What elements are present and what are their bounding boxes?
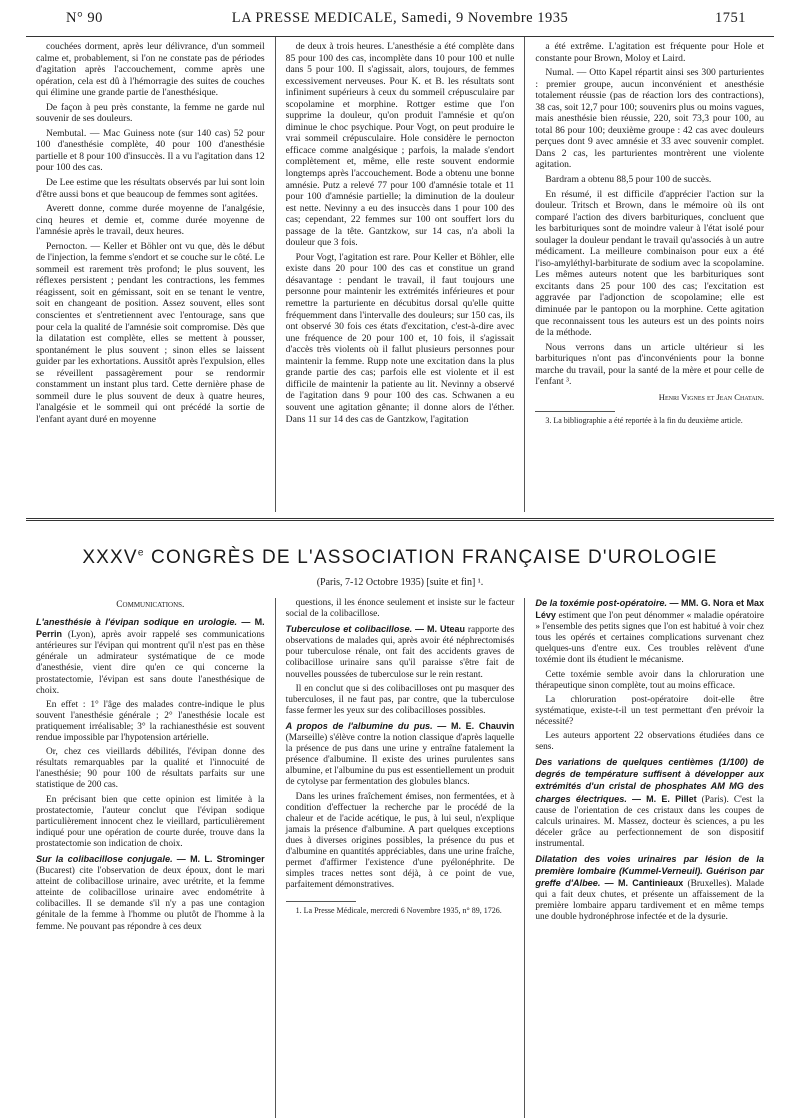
paragraph: Averett donne, comme durée moyenne de l'analgésie, cinq heures et demie et, comme durée moyenne de l'amnésie après le travail, deux heures. [36, 203, 265, 238]
congress-heading [26, 547, 774, 588]
top-column-2 [275, 37, 525, 512]
paragraph: Les auteurs apportent 22 observations étudiées dans ce sens. [535, 731, 765, 753]
journal-title: LA PRESSE MEDICALE, Samedi, 9 Novembre 1935 [231, 10, 569, 26]
congress-column-1-articles [36, 617, 265, 933]
paragraph: Dans les urines fraîchement émises, non fermentées, et à condition d'effectuer la recherche par le procédé de la chaleur et de l'acide acétique, le pus, à lui seul, n'explique jamais la présence d'albumine. A part quelques exceptions dues à diverses origines possibles, la présence du pus et d'albumine en quantités appréciables, dans une urine fraîche, permet d'affirmer l'existence d'une pyélonéphrite. De simples traces nettes sont déjà, à ce point de vue, parfaitement démonstratives. [285, 791, 515, 891]
paragraph: couchées dorment, après leur délivrance, d'un sommeil calme et, probablement, si l'on ne constate pas de périodes d'agitation après l'accouchement, comme après une opération, cela est dû à l'hémorragie des suites de couches qui élimine une grande partie de l'anesthésique. [36, 41, 265, 99]
congress-article [535, 854, 764, 924]
footnote: 1. La Presse Médicale, mercredi 6 Novembre 1935, n° 89, 1726. [295, 906, 502, 916]
article-heading: Dilatation des voies urinaires par lésion de la première lombaire (Kummel-Verneuil). Guérison par greffe d'Albee. [535, 853, 765, 889]
article-author: — M. L. Strominger [176, 853, 265, 864]
congress-article [286, 721, 515, 891]
paragraph: Bardram a obtenu 88,5 pour 100 de succès. [545, 174, 712, 186]
article-author: — M. Cantinieaux [604, 878, 684, 889]
section-divider [26, 518, 774, 521]
paragraph: Il en conclut que si des colibacilloses ont pu masquer des tuberculoses, il ne faut pas, par contre, que la tuberculose fasse fermer les yeux sur des colibacilloses possibles. [285, 683, 515, 716]
congress-title: XXXVe CONGRÈS DE L'ASSOCIATION FRANÇAISE D'UROLOGIE [82, 547, 718, 568]
paragraph: Pernocton. — Keller et Böhler ont vu que, dès le début de l'injection, la femme s'endort et se couche sur le côté. Le sommeil est rarement très profond; le plus souvent, les réflexes persistent ; pendant les contractions, les femmes réagissent, soit en gémissant, soit en se tenant le ventre, soit en changeant de position. Assez souvent, elles sont conscientes et s'entretiennent avec l'entourage, sans que pour cela la qualité de l'amnésie soit compromise. Dès que la dilatation est complète, elles se mettent à pousser, spontanément le plus souvent ; sinon elles se laissent guider par les exhortations. Aussitôt après l'expulsion, elles se réveillent passagèrement pour se rendormir constamment un instant plus tard. Cette dernière phase de sommeil dure le plus souvent de deux à quatre heures, l'analgésie et le sommeil qui ont précédé la sortie de l'enfant ayant duré en moyenne [36, 240, 265, 425]
top-column-1 [26, 37, 275, 512]
paragraph: De Lee estime que les résultats observés par lui sont loin d'être aussi bons et que beaucoup de femmes sont agitées. [36, 177, 265, 200]
paragraph [535, 757, 764, 850]
issue-number: N° 90 [66, 10, 103, 26]
article-text: (Paris). C'est la cause de l'orientation de ces cristaux dans les coupes de calculs urinaires. M. Massez, docteur ès sciences, a pu les déceler grâce au perfectionnement de son dispositif instrumental. [535, 794, 765, 849]
top-column-3 [524, 37, 774, 512]
paragraph: Nous verrons dans un article ultérieur si les barbituriques n'ont pas d'inconvénients pour la bonne marche du travail, pour la santé de la mère et pour celle de l'enfant ³. [535, 341, 765, 388]
paragraph: Pour Vogt, l'agitation est rare. Pour Keller et Böhler, elle existe dans 20 pour 100 des cas et constitue un grand désavantage : pendant le travail, il faut toujours une personne pour maintenir les extrémités inférieures et pour remettre la parturiente en décubitus dorsal qu'elle quitte fréquemment dans l'intervalle des douleurs; sur 150 cas, ils ont observé 30 fois ces états d'excitation, c'est-à-dire avec une fréquence de 20 pour 100 et, 10 fois, il s'agissait d'accès très violents où il fallut plusieurs personnes pour maintenir la femme. Rupp note une excitation dans la plus grande partie des cas; parfois elle est violente et il est difficile de maintenir la patiente au lit. Nevinny a observé de l'agitation dans 9 pour 100 des cas. Schwanen a eu souvent une agitation gênante; il donne alors de l'éther. Dans 11 sur 14 des cas de Gantzkow, l'agitation [285, 251, 515, 425]
paragraph: Numal. — Otto Kapel répartit ainsi ses 300 parturientes : premier groupe, aucun inconvénient et anesthésie totalement réussie (pas de réaction lors des contractions), 38 cas, soit 12,7 pour 100; souvenirs plus ou moins vagues, mais anesthésie bien réussie, 220, soit 73,3 pour 100, au total 86 pour 100; deuxième groupe : 42 cas avec douleurs perçues dont 9 avec amnésie et 33 avec souvenir complet. Dans 2 cas, les parturientes montrèrent une violente agitation. [535, 67, 765, 171]
footnote-rule [286, 901, 356, 902]
paragraph [286, 721, 515, 789]
article-text: (Marseille) s'élève contre la notion classique d'après laquelle la présence de pus dans une urine y entraîne fatalement la présence d'albumine. Il existe des urines purulentes sans albumine, et l'albumine du pus est essentiellement un produit de cytolyse par fermentation des globules blancs. [285, 733, 515, 788]
paragraph: Nembutal. — Mac Guiness note (sur 140 cas) 52 pour 100 d'anesthésie complète, 40 pour 100 d'anesthésie partielle et 8 pour 100 d'insuccès. Il a vu l'agitation dans 12 pour 100 des cas. [36, 127, 265, 174]
paragraph: a été extrême. L'agitation est fréquente pour Hole et constante pour Brown, Moloy et Laird. [535, 41, 765, 64]
congress-article [286, 598, 515, 620]
article-text: rapporte des observations de malades qui, après avoir été néphrectomisés pour tuberculose rénale, ont fait des accidents graves de colibacillose urinaire sans qu'il paraisse s'être fait de nouvelles poussées de tuberculose sur le rein restant. [285, 625, 515, 680]
article-author: — M. E. Chauvin [437, 720, 515, 731]
article-text: (Bruxelles). Malade qui a fait deux chutes, et présente un affaissement de la première lombaire apparu tardivement et en même temps une double hydronéphrose infectée et de la dysurie. [535, 879, 765, 923]
article-heading: De la toxémie post-opératoire. [535, 598, 668, 608]
congress-article [535, 757, 764, 850]
congress-column-2-articles [286, 598, 515, 891]
congress-article [36, 617, 265, 850]
paragraph: En résumé, il est difficile d'apprécier l'action sur la douleur. Tritsch et Brown, dans le mémoire où ils ont comparé l'action des divers barbituriques, concluent que les barbituriques sont de moindre valeur à l'état isolé pour soulager la douleur pendant le travail qu'associés à un autre médicament. La meilleure combinaison pour eux a été l'iso-amyléthyl-barbiturate de sodium avec la scopolamine. Les mêmes auteurs notent que les barbituriques sont excitants dans 25 pour 100 des cas; l'excitation est aggravée par l'adjonction de scopolamine; elle est diminuée par le pantopon ou la morphine. Cette agitation que reconnaissent tous les auteurs est un des points noirs de la méthode. [535, 188, 765, 339]
article-text: (Bucarest) cite l'observation de deux époux, dont le mari atteint de colibacillose urinaire, avec urétrite, et la femme atteinte de colibacillose urinaire avec endométrite à colibacilles. Il se demande s'il n'y a pas une contagion génitale de la femme à l'homme ou plutôt de l'homme à la femme. Ne pouvant pas répondre à ces deux [36, 866, 265, 932]
article-heading: Tuberculose et colibacillose. [285, 624, 413, 635]
congress-columns [26, 598, 774, 1118]
congress-article [535, 598, 764, 753]
article-author: — M. E. Pillet [631, 793, 697, 804]
paragraph: La chloruration post-opératoire doit-elle être systématique, existe-t-il un test permettant d'en prévoir la nécessité? [535, 694, 765, 727]
paragraph [286, 624, 515, 680]
article-heading: Sur la colibacillose conjugale. [36, 853, 173, 864]
paragraph: En précisant bien que cette opinion est limitée à la prostatectomie, l'auteur conclut que l'évipan sodique particulièrement innocent chez le vieillard, particulièrement indiqué pour une opération de courte durée, trouve dans la prostatectomie son indication de choix. [36, 794, 265, 849]
article-text: estiment que l'on peut dénommer « maladie opératoire » l'ensemble des petits signes que l'on est habitué à voir chez tous les opérés et certaines complications survenant chez quelques-uns d'entre eux. Ces troubles relèvent d'une toxémie dont ils étudient le mécanisme. [535, 611, 765, 666]
congress-column-3-articles [535, 598, 764, 924]
paragraph: de deux à trois heures. L'anesthésie a été complète dans 85 pour 100 des cas, incomplète dans 10 pour 100 et nulle dans 5 pour 100. Il s'agissait, alors, toujours, de femmes excessivement nerveuses. Pour K. et B. les résultats sont infiniment supérieurs à ceux du sommeil crépusculaire par scopolamine et morphine. Rottger estime que l'on supprime la douleur, qu'on produit l'amnésie et qu'on diminue le choc psychique. Pour Vogt, on peut produire le vrai sommeil crépusculaire. Hole considère le pernocton efficace comme analgésique ; parfois, la malade s'endort complètement et, même, elle reste souvent endormie longtemps après l'accouchement. Bode a obtenu une bonne amnésie. Putz a relevé 77 pour 100 d'amnésie totale et 11 pour 100 d'amnésie partielle; la diminution de la douleur est nette. Nevinny a eu des insuccès dans 1 pour 100 des cas; cependant, 22 femmes sur 100 ont souffert lors du passage de la tête. Gantzkow, sur 14 cas, n'a aboli la douleur que 3 fois. [285, 41, 515, 249]
paragraph: En effet : 1° l'âge des malades contre-indique le plus souvent l'anesthésie générale ; 2° l'anesthésie locale est pratiquement irréalisable; 3° la rachianesthésie est souvent rendue impossible par l'hypotension artérielle. [36, 699, 265, 744]
congress-subtitle: (Paris, 7-12 Octobre 1935) [suite et fin] ¹. [316, 577, 484, 588]
congress-column-2 [275, 598, 525, 1118]
page-header [26, 10, 774, 30]
paragraph: De façon à peu près constante, la femme ne garde nul souvenir de ses douleurs. [36, 101, 265, 125]
article-author: — M. Uteau [415, 624, 466, 635]
congress-article [36, 854, 265, 933]
congress-column-3 [524, 598, 774, 1118]
paragraph [36, 617, 265, 697]
article-heading: A propos de l'albumine du pus. [285, 720, 433, 731]
top-article-columns [26, 37, 774, 512]
article-signature: Henri Vignes et Jean Chatain. [658, 391, 765, 402]
paragraph: Cette toxémie semble avoir dans la chloruration une thérapeutique sinon complète, tout au moins efficace. [535, 669, 765, 691]
section-title: Communications. [116, 600, 185, 610]
top-column-3-paragraphs [535, 41, 764, 388]
footnote: 3. La bibliographie a été reportée à la fin du deuxième article. [545, 416, 743, 426]
page-number: 1751 [715, 10, 746, 26]
paragraph [36, 854, 265, 933]
footnote-rule [535, 411, 615, 412]
congress-column-1 [26, 598, 275, 1118]
article-heading: Des variations de quelques centièmes (1/100) de degrés de température suffisent à développer aux extrémités d'un cristal de phosphates AM MG des charges électriques. [535, 757, 765, 804]
paragraph [535, 598, 764, 667]
article-text: (Lyon), après avoir rappelé ses communications antérieures sur l'évipan qui montrent qu'il n'est pas en thèse générale un admirateur systématique de ce mode d'anesthésie, vient dire qu'en ce qui concerne la prostatectomie, l'évipan est sans doute l'anesthésique de choix. [36, 630, 265, 696]
paragraph: questions, il les énonce seulement et insiste sur le facteur social de la colibacillose. [285, 598, 515, 620]
paragraph: Or, chez ces vieillards débilités, l'évipan donne des résultats remarquables par la qualité et l'innocuité de l'anesthésie; 90 pour 100 de résultats parfaits sur une statistique de 200 cas. [36, 747, 265, 791]
article-author: — M. Perrin [36, 617, 265, 640]
article-author: — MM. G. Nora et Max Lévy [535, 598, 765, 621]
congress-article [286, 624, 515, 717]
paragraph [535, 854, 764, 924]
article-heading: L'anesthésie à l'évipan sodique en urologie. [36, 617, 238, 628]
